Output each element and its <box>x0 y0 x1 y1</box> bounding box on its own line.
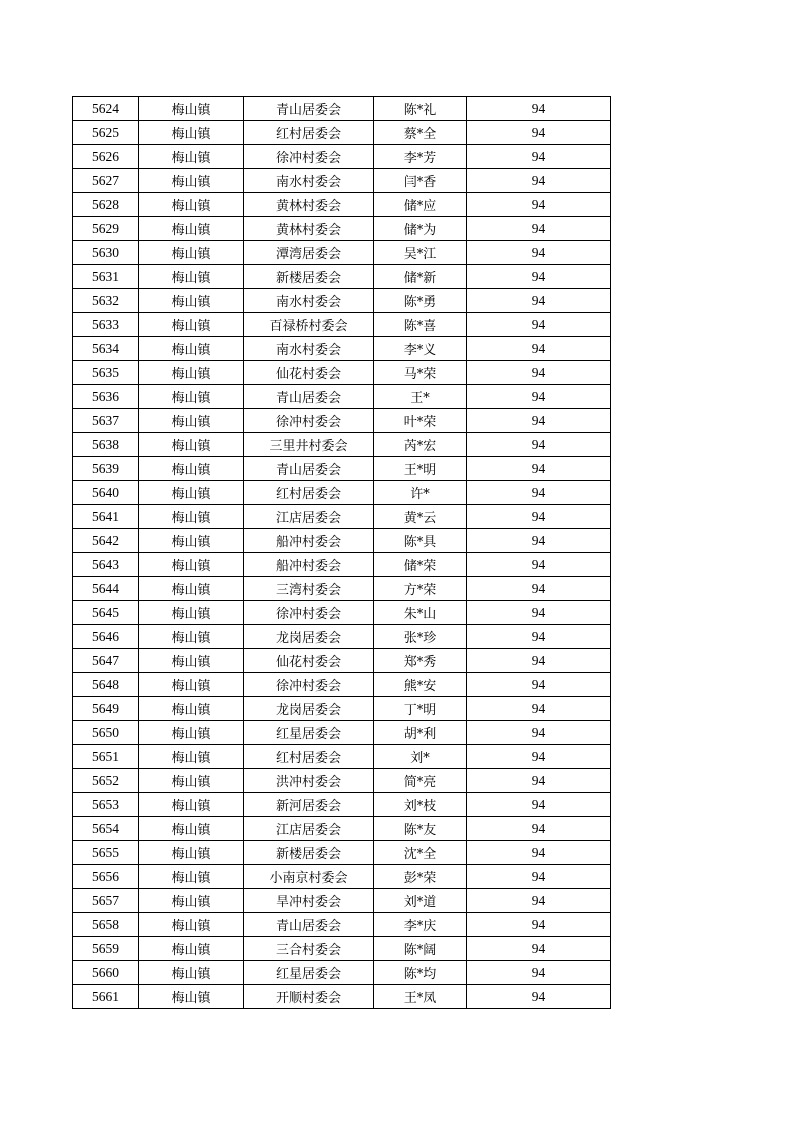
score-cell: 94 <box>467 193 611 217</box>
table-row <box>73 289 611 313</box>
table-row <box>73 529 611 553</box>
village-committee-cell: 江店居委会 <box>244 817 374 841</box>
town-cell: 梅山镇 <box>139 433 244 457</box>
row-number-cell: 5648 <box>73 673 139 697</box>
row-number-cell: 5631 <box>73 265 139 289</box>
row-number-cell: 5628 <box>73 193 139 217</box>
row-number-cell: 5651 <box>73 745 139 769</box>
row-number-cell: 5653 <box>73 793 139 817</box>
town-cell: 梅山镇 <box>139 769 244 793</box>
table-row <box>73 721 611 745</box>
village-committee-cell: 南水村委会 <box>244 337 374 361</box>
village-committee-cell: 南水村委会 <box>244 169 374 193</box>
village-committee-cell: 红村居委会 <box>244 745 374 769</box>
score-cell: 94 <box>467 745 611 769</box>
village-committee-cell: 开顺村委会 <box>244 985 374 1009</box>
table-row <box>73 961 611 985</box>
person-name-cell: 叶*荣 <box>374 409 467 433</box>
person-name-cell: 张*珍 <box>374 625 467 649</box>
town-cell: 梅山镇 <box>139 97 244 121</box>
row-number-cell: 5632 <box>73 289 139 313</box>
row-number-cell: 5627 <box>73 169 139 193</box>
person-name-cell: 储*为 <box>374 217 467 241</box>
village-committee-cell: 三湾村委会 <box>244 577 374 601</box>
person-name-cell: 王*明 <box>374 457 467 481</box>
score-cell: 94 <box>467 601 611 625</box>
person-name-cell: 闫*香 <box>374 169 467 193</box>
town-cell: 梅山镇 <box>139 409 244 433</box>
table-row <box>73 817 611 841</box>
row-number-cell: 5624 <box>73 97 139 121</box>
table-row <box>73 313 611 337</box>
table-row <box>73 649 611 673</box>
person-name-cell: 熊*安 <box>374 673 467 697</box>
person-name-cell: 刘*枝 <box>374 793 467 817</box>
town-cell: 梅山镇 <box>139 745 244 769</box>
row-number-cell: 5640 <box>73 481 139 505</box>
row-number-cell: 5639 <box>73 457 139 481</box>
table-row <box>73 121 611 145</box>
person-name-cell: 储*新 <box>374 265 467 289</box>
town-cell: 梅山镇 <box>139 817 244 841</box>
row-number-cell: 5660 <box>73 961 139 985</box>
person-name-cell: 彭*荣 <box>374 865 467 889</box>
town-cell: 梅山镇 <box>139 793 244 817</box>
table-row <box>73 625 611 649</box>
row-number-cell: 5646 <box>73 625 139 649</box>
town-cell: 梅山镇 <box>139 241 244 265</box>
village-committee-cell: 仙花村委会 <box>244 649 374 673</box>
row-number-cell: 5633 <box>73 313 139 337</box>
score-cell: 94 <box>467 985 611 1009</box>
row-number-cell: 5649 <box>73 697 139 721</box>
village-committee-cell: 红星居委会 <box>244 961 374 985</box>
town-cell: 梅山镇 <box>139 577 244 601</box>
village-committee-cell: 南水村委会 <box>244 289 374 313</box>
person-name-cell: 陈*喜 <box>374 313 467 337</box>
row-number-cell: 5661 <box>73 985 139 1009</box>
town-cell: 梅山镇 <box>139 289 244 313</box>
person-name-cell: 方*荣 <box>374 577 467 601</box>
person-name-cell: 刘*道 <box>374 889 467 913</box>
score-cell: 94 <box>467 289 611 313</box>
village-committee-cell: 龙岗居委会 <box>244 697 374 721</box>
town-cell: 梅山镇 <box>139 361 244 385</box>
table-row <box>73 241 611 265</box>
row-number-cell: 5634 <box>73 337 139 361</box>
village-committee-cell: 龙岗居委会 <box>244 625 374 649</box>
score-cell: 94 <box>467 937 611 961</box>
table-row <box>73 433 611 457</box>
person-name-cell: 陈*具 <box>374 529 467 553</box>
town-cell: 梅山镇 <box>139 145 244 169</box>
town-cell: 梅山镇 <box>139 529 244 553</box>
person-name-cell: 郑*秀 <box>374 649 467 673</box>
person-name-cell: 王*凤 <box>374 985 467 1009</box>
table-row <box>73 169 611 193</box>
town-cell: 梅山镇 <box>139 841 244 865</box>
score-cell: 94 <box>467 649 611 673</box>
person-name-cell: 陈*勇 <box>374 289 467 313</box>
score-cell: 94 <box>467 409 611 433</box>
person-name-cell: 陈*礼 <box>374 97 467 121</box>
row-number-cell: 5638 <box>73 433 139 457</box>
score-cell: 94 <box>467 769 611 793</box>
town-cell: 梅山镇 <box>139 481 244 505</box>
table-row <box>73 481 611 505</box>
village-committee-cell: 旱冲村委会 <box>244 889 374 913</box>
table-row <box>73 865 611 889</box>
score-cell: 94 <box>467 385 611 409</box>
person-name-cell: 吴*江 <box>374 241 467 265</box>
score-cell: 94 <box>467 145 611 169</box>
score-cell: 94 <box>467 241 611 265</box>
village-committee-cell: 新河居委会 <box>244 793 374 817</box>
table-row <box>73 553 611 577</box>
village-committee-cell: 青山居委会 <box>244 913 374 937</box>
score-cell: 94 <box>467 817 611 841</box>
score-cell: 94 <box>467 721 611 745</box>
person-name-cell: 芮*宏 <box>374 433 467 457</box>
row-number-cell: 5647 <box>73 649 139 673</box>
village-committee-cell: 潭湾居委会 <box>244 241 374 265</box>
table-row <box>73 745 611 769</box>
table-row <box>73 793 611 817</box>
score-cell: 94 <box>467 217 611 241</box>
score-cell: 94 <box>467 481 611 505</box>
records-table <box>72 96 611 1009</box>
table-row <box>73 697 611 721</box>
table-row <box>73 601 611 625</box>
town-cell: 梅山镇 <box>139 169 244 193</box>
town-cell: 梅山镇 <box>139 121 244 145</box>
village-committee-cell: 船冲村委会 <box>244 553 374 577</box>
person-name-cell: 许* <box>374 481 467 505</box>
village-committee-cell: 洪冲村委会 <box>244 769 374 793</box>
person-name-cell: 朱*山 <box>374 601 467 625</box>
score-cell: 94 <box>467 457 611 481</box>
table-row <box>73 505 611 529</box>
person-name-cell: 黄*云 <box>374 505 467 529</box>
village-committee-cell: 红星居委会 <box>244 721 374 745</box>
score-cell: 94 <box>467 361 611 385</box>
town-cell: 梅山镇 <box>139 193 244 217</box>
table-row <box>73 97 611 121</box>
row-number-cell: 5641 <box>73 505 139 529</box>
village-committee-cell: 徐冲村委会 <box>244 673 374 697</box>
row-number-cell: 5636 <box>73 385 139 409</box>
person-name-cell: 王* <box>374 385 467 409</box>
row-number-cell: 5655 <box>73 841 139 865</box>
person-name-cell: 陈*阔 <box>374 937 467 961</box>
village-committee-cell: 新楼居委会 <box>244 841 374 865</box>
town-cell: 梅山镇 <box>139 457 244 481</box>
town-cell: 梅山镇 <box>139 265 244 289</box>
table-row <box>73 265 611 289</box>
village-committee-cell: 青山居委会 <box>244 97 374 121</box>
row-number-cell: 5650 <box>73 721 139 745</box>
table-row <box>73 337 611 361</box>
table-row <box>73 769 611 793</box>
score-cell: 94 <box>467 697 611 721</box>
score-cell: 94 <box>467 553 611 577</box>
person-name-cell: 李*芳 <box>374 145 467 169</box>
village-committee-cell: 船冲村委会 <box>244 529 374 553</box>
score-cell: 94 <box>467 265 611 289</box>
town-cell: 梅山镇 <box>139 217 244 241</box>
person-name-cell: 储*应 <box>374 193 467 217</box>
row-number-cell: 5626 <box>73 145 139 169</box>
score-cell: 94 <box>467 865 611 889</box>
row-number-cell: 5657 <box>73 889 139 913</box>
row-number-cell: 5643 <box>73 553 139 577</box>
score-cell: 94 <box>467 793 611 817</box>
town-cell: 梅山镇 <box>139 337 244 361</box>
person-name-cell: 李*庆 <box>374 913 467 937</box>
score-cell: 94 <box>467 121 611 145</box>
village-committee-cell: 青山居委会 <box>244 457 374 481</box>
records-table-body <box>73 97 611 1009</box>
town-cell: 梅山镇 <box>139 889 244 913</box>
town-cell: 梅山镇 <box>139 601 244 625</box>
score-cell: 94 <box>467 913 611 937</box>
row-number-cell: 5645 <box>73 601 139 625</box>
village-committee-cell: 徐冲村委会 <box>244 601 374 625</box>
village-committee-cell: 三里井村委会 <box>244 433 374 457</box>
village-committee-cell: 红村居委会 <box>244 121 374 145</box>
table-row <box>73 985 611 1009</box>
table-row <box>73 889 611 913</box>
person-name-cell: 蔡*全 <box>374 121 467 145</box>
table-row <box>73 409 611 433</box>
town-cell: 梅山镇 <box>139 385 244 409</box>
score-cell: 94 <box>467 673 611 697</box>
village-committee-cell: 红村居委会 <box>244 481 374 505</box>
row-number-cell: 5659 <box>73 937 139 961</box>
village-committee-cell: 黄林村委会 <box>244 217 374 241</box>
row-number-cell: 5644 <box>73 577 139 601</box>
row-number-cell: 5637 <box>73 409 139 433</box>
person-name-cell: 丁*明 <box>374 697 467 721</box>
village-committee-cell: 徐冲村委会 <box>244 409 374 433</box>
row-number-cell: 5654 <box>73 817 139 841</box>
person-name-cell: 李*义 <box>374 337 467 361</box>
town-cell: 梅山镇 <box>139 985 244 1009</box>
score-cell: 94 <box>467 433 611 457</box>
table-row <box>73 913 611 937</box>
table-row <box>73 385 611 409</box>
score-cell: 94 <box>467 841 611 865</box>
person-name-cell: 陈*均 <box>374 961 467 985</box>
row-number-cell: 5635 <box>73 361 139 385</box>
score-cell: 94 <box>467 625 611 649</box>
person-name-cell: 马*荣 <box>374 361 467 385</box>
score-cell: 94 <box>467 97 611 121</box>
score-cell: 94 <box>467 337 611 361</box>
row-number-cell: 5629 <box>73 217 139 241</box>
table-row <box>73 937 611 961</box>
village-committee-cell: 新楼居委会 <box>244 265 374 289</box>
row-number-cell: 5642 <box>73 529 139 553</box>
table-row <box>73 361 611 385</box>
town-cell: 梅山镇 <box>139 721 244 745</box>
town-cell: 梅山镇 <box>139 697 244 721</box>
table-row <box>73 673 611 697</box>
table-row <box>73 145 611 169</box>
table-row <box>73 577 611 601</box>
village-committee-cell: 仙花村委会 <box>244 361 374 385</box>
table-row <box>73 841 611 865</box>
person-name-cell: 沈*全 <box>374 841 467 865</box>
town-cell: 梅山镇 <box>139 313 244 337</box>
town-cell: 梅山镇 <box>139 913 244 937</box>
village-committee-cell: 百禄桥村委会 <box>244 313 374 337</box>
village-committee-cell: 徐冲村委会 <box>244 145 374 169</box>
score-cell: 94 <box>467 313 611 337</box>
town-cell: 梅山镇 <box>139 961 244 985</box>
row-number-cell: 5656 <box>73 865 139 889</box>
row-number-cell: 5625 <box>73 121 139 145</box>
score-cell: 94 <box>467 889 611 913</box>
person-name-cell: 刘* <box>374 745 467 769</box>
person-name-cell: 储*荣 <box>374 553 467 577</box>
village-committee-cell: 黄林村委会 <box>244 193 374 217</box>
person-name-cell: 胡*利 <box>374 721 467 745</box>
town-cell: 梅山镇 <box>139 553 244 577</box>
village-committee-cell: 江店居委会 <box>244 505 374 529</box>
table-row <box>73 217 611 241</box>
town-cell: 梅山镇 <box>139 673 244 697</box>
score-cell: 94 <box>467 505 611 529</box>
town-cell: 梅山镇 <box>139 625 244 649</box>
town-cell: 梅山镇 <box>139 505 244 529</box>
village-committee-cell: 三合村委会 <box>244 937 374 961</box>
table-row <box>73 457 611 481</box>
table-row <box>73 193 611 217</box>
person-name-cell: 简*亮 <box>374 769 467 793</box>
row-number-cell: 5652 <box>73 769 139 793</box>
town-cell: 梅山镇 <box>139 937 244 961</box>
town-cell: 梅山镇 <box>139 649 244 673</box>
town-cell: 梅山镇 <box>139 865 244 889</box>
village-committee-cell: 小南京村委会 <box>244 865 374 889</box>
score-cell: 94 <box>467 577 611 601</box>
score-cell: 94 <box>467 961 611 985</box>
score-cell: 94 <box>467 529 611 553</box>
village-committee-cell: 青山居委会 <box>244 385 374 409</box>
row-number-cell: 5658 <box>73 913 139 937</box>
person-name-cell: 陈*友 <box>374 817 467 841</box>
score-cell: 94 <box>467 169 611 193</box>
row-number-cell: 5630 <box>73 241 139 265</box>
